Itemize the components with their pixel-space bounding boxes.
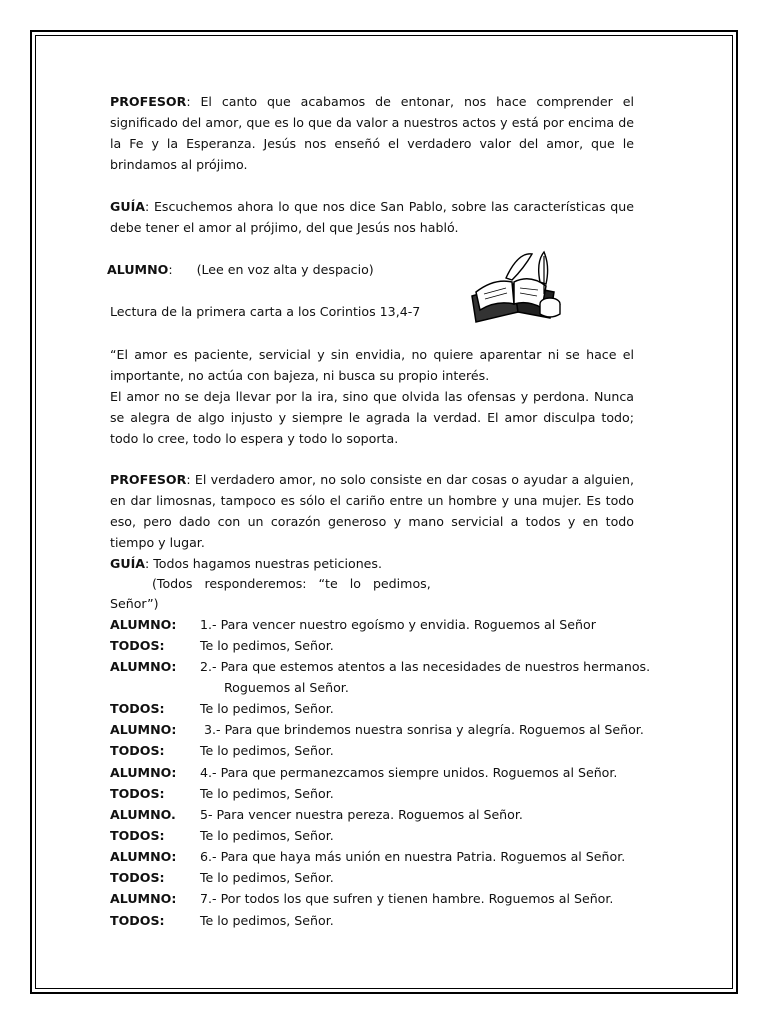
reader-colon: : xyxy=(168,262,173,277)
response-speaker: TODOS: xyxy=(110,638,165,653)
reader-line xyxy=(107,259,374,280)
response-text: Te lo pedimos, Señor. xyxy=(200,743,334,758)
reading-paragraph-1: “El amor es paciente, servicial y sin envidia, no quiere aparentar ni se hace el importante, no actúa con bajeza, ni busca su propio interés. xyxy=(110,347,634,383)
petition-text-continued: Roguemos al Señor. xyxy=(224,680,349,695)
petition-speaker: ALUMNO: xyxy=(110,659,177,674)
petition-speaker: ALUMNO: xyxy=(110,617,177,632)
response-text: Te lo pedimos, Señor. xyxy=(200,786,334,801)
reading-title: Lectura de la primera carta a los Corintios 13,4-7 xyxy=(110,304,421,319)
profesor-paragraph xyxy=(110,91,634,175)
guia-note-line-2: Señor”) xyxy=(110,596,159,611)
petition-speaker: ALUMNO: xyxy=(110,849,177,864)
speaker-alumno: ALUMNO xyxy=(107,262,169,277)
response-text: Te lo pedimos, Señor. xyxy=(200,828,334,843)
petition-text: 7.- Por todos los que sufren y tienen hambre. Roguemos al Señor. xyxy=(200,891,614,906)
reader-instruction: (Lee en voz alta y despacio) xyxy=(196,262,374,277)
reading-paragraph-2: El amor no se deja llevar por la ira, sino que olvida las ofensas y perdona. Nunca se alegra de algo injusto y siempre le agrada la verdad. El amor disculpa todo; todo lo cree, todo lo espera y todo lo soporta. xyxy=(110,389,634,446)
response-speaker: TODOS: xyxy=(110,913,165,928)
response-text: Te lo pedimos, Señor. xyxy=(200,638,334,653)
open-book-quill-icon xyxy=(466,248,564,324)
response-text: Te lo pedimos, Señor. xyxy=(200,701,334,716)
profesor-paragraph-2 xyxy=(110,469,634,553)
petition-text: 4.- Para que permanezcamos siempre unidos. Roguemos al Señor. xyxy=(200,765,618,780)
petition-text: 1.- Para vencer nuestro egoísmo y envidia. Roguemos al Señor xyxy=(200,617,596,632)
guia-petitions-line xyxy=(110,553,382,574)
speaker-profesor-2: PROFESOR xyxy=(110,472,187,487)
response-speaker: TODOS: xyxy=(110,870,165,885)
response-text: Te lo pedimos, Señor. xyxy=(200,913,334,928)
petition-text: 3.- Para que brindemos nuestra sonrisa y alegría. Roguemos al Señor. xyxy=(204,722,644,737)
guia-petitions-text: : Todos hagamos nuestras peticiones. xyxy=(145,556,382,571)
speaker-guia-2: GUÍA xyxy=(110,556,145,571)
guia-text: : Escuchemos ahora lo que nos dice San Pablo, sobre las características que debe tener el amor al prójimo, del que Jesús nos habló. xyxy=(110,199,634,235)
petition-text: 5- Para vencer nuestra pereza. Roguemos al Señor. xyxy=(200,807,523,822)
response-speaker: TODOS: xyxy=(110,743,165,758)
response-speaker: TODOS: xyxy=(110,828,165,843)
guia-paragraph xyxy=(110,196,634,238)
speaker-guia: GUÍA xyxy=(110,199,145,214)
petition-text: 6.- Para que haya más unión en nuestra Patria. Roguemos al Señor. xyxy=(200,849,626,864)
petition-speaker: ALUMNO: xyxy=(110,891,177,906)
speaker-profesor: PROFESOR xyxy=(110,94,187,109)
petition-speaker: ALUMNO: xyxy=(110,765,177,780)
petition-text: 2.- Para que estemos atentos a las necesidades de nuestros hermanos. xyxy=(200,659,651,674)
response-speaker: TODOS: xyxy=(110,701,165,716)
petition-speaker: ALUMNO. xyxy=(110,807,176,822)
response-speaker: TODOS: xyxy=(110,786,165,801)
petition-speaker: ALUMNO: xyxy=(110,722,177,737)
profesor-text: : El canto que acabamos de entonar, nos hace comprender el significado del amor, que es lo que da valor a nuestros actos y está por encima de la Fe y la Esperanza. Jesús nos enseñó el verdadero valor del amor, que le brindamos al prójimo. xyxy=(110,94,634,172)
profesor-text-2: : El verdadero amor, no solo consiste en dar cosas o ayudar a alguien, en dar limosnas, tampoco es sólo el cariño entre un hombre y una mujer. Es todo eso, pero dado con un corazón generoso y mano servicial a todos y en todo tiempo y lugar. xyxy=(110,472,634,550)
response-text: Te lo pedimos, Señor. xyxy=(200,870,334,885)
guia-note-line-1: (Todos responderemos: “te lo pedimos, xyxy=(152,576,431,591)
